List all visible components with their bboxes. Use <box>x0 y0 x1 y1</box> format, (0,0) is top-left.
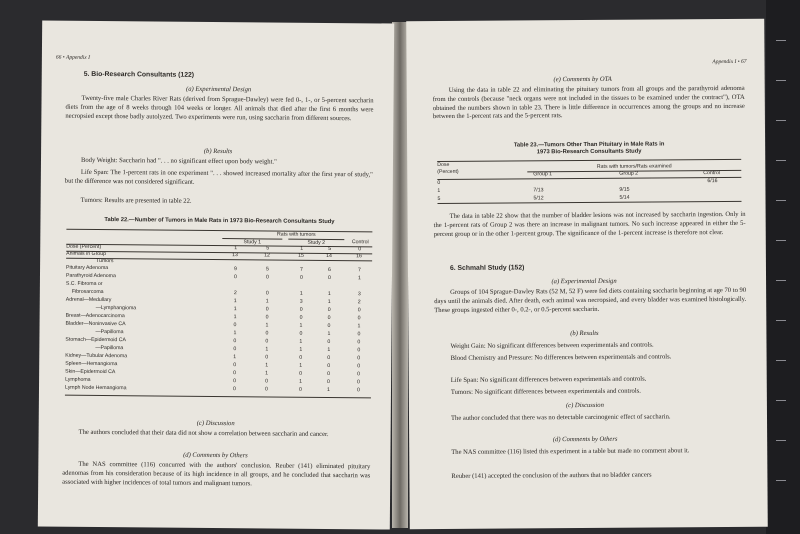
row-label: Spleen—Hemangioma <box>65 360 118 368</box>
cell: 1 <box>357 323 361 330</box>
schmahl-discussion-heading: (c) Discussion <box>565 401 604 410</box>
cell: 1 <box>234 245 238 252</box>
row-label: —Papilloma <box>95 328 124 336</box>
schmahl-results-heading: (b) Results <box>570 329 599 338</box>
table-22 <box>65 229 372 400</box>
cell: 1 <box>299 338 303 345</box>
cell: 0 <box>299 370 303 377</box>
cell: 0 <box>357 355 361 362</box>
results-tumors: Tumors: Results are presented in table 22. <box>80 196 192 205</box>
cell: 1 <box>233 330 237 337</box>
cell: 1 <box>357 275 361 282</box>
schmahl-design-text: Groups of 104 Sprague-Dawley Rats (52 M, 52 F) were fed diets containing saccharin beginning at age 70 to 90 days until the animals died. After death, each animal was necropsied, and every bladder was examined histologically. These groups ingested either 0-, 0.2-, or 0.5-percent saccharin. <box>434 286 747 314</box>
table-22-control: Control <box>351 239 369 246</box>
experimental-design-text: Twenty-five male Charles River Rats (derived from Sprague-Dawley) were fed 0-, 1-, or 5-percent saccharin diets from the age of 8 weeks through 104 weeks or longer. All animals that died after the first 6 months were necropsied except those badly autolyzed. Two experiments were run, using saccharin from different sources. <box>65 94 374 122</box>
cell: 7 <box>358 267 361 274</box>
row-label: Lymphoma <box>65 376 91 383</box>
cell: 0 <box>265 378 268 385</box>
row-label: S.C. Fibroma or <box>65 280 103 288</box>
cell: 0 <box>357 371 361 378</box>
cell: 1 <box>327 330 331 338</box>
group1-header: Group 1 <box>533 171 553 178</box>
results-weight: Weight Gain: No significant differences between experimentals and controls. <box>450 341 654 350</box>
section-title-schmahl: 6. Schmahl Study (152) <box>449 264 525 272</box>
results-life: Life Span: No significant differences between experimentals and controls. <box>450 375 647 384</box>
cell: 1 <box>327 290 331 298</box>
cell: 0 <box>299 330 303 337</box>
cell: 0 <box>298 386 302 393</box>
cell: 1 <box>265 322 269 329</box>
cell: 0 <box>265 314 269 321</box>
schmahl-discussion-text: The author concluded that there was no detectable carcinogenic effect of saccharin. <box>450 413 671 422</box>
cell: 15 <box>298 252 304 259</box>
cell: 16 <box>356 253 362 260</box>
cell: 3 <box>357 291 361 298</box>
cell: 0 <box>357 307 361 314</box>
section-title-bio-research: 5. Bio-Research Consultants (122) <box>83 70 195 79</box>
cell: 0 <box>358 246 362 253</box>
experimental-design-heading: (a) Experimental Design <box>185 85 252 94</box>
dose-unit: (Percent) <box>437 168 459 176</box>
cell: 1 <box>233 314 237 321</box>
cell: 0 <box>233 338 237 345</box>
comments-heading: (d) Comments by Others <box>183 451 248 460</box>
schmahl-comments-text2: Reuber (141) accepted the conclusion of the authors that no bladder cancers <box>451 471 652 480</box>
row-label: Adrenal—Medullary <box>65 296 112 304</box>
cell: 1 <box>327 346 331 353</box>
cell: 0 <box>233 346 237 353</box>
cell: 0 <box>299 314 303 321</box>
after-table-text: The data in table 22 show that the number of bladder lesions was not increased by saccharin ingestion. Only in the 1-percent rats of Group 2 was there an increase in malignant tumors. No such increase appeared in either the 5-percent group or in the other 1-percent group. The significance of the 1-percent increase is therefore not clear. <box>433 210 746 238</box>
cell: 0 <box>356 387 360 394</box>
cell: 0 <box>265 338 269 345</box>
scale-ruler <box>766 0 800 534</box>
ota-text: Using the data in table 22 and eliminating the pituitary tumors from all groups and the parathyroid adenoma from the controls (because "neck organs were not included in the tissues to be examined under the contract"), OTA obtained the numbers shown in table 23. There is little difference in occurrences among the groups and no increase between the 1-percent rats and the 5-percent rats. <box>432 84 745 121</box>
cell: 5 <box>266 266 269 273</box>
cell: 1 <box>327 298 331 306</box>
table-23 <box>437 159 741 205</box>
cell: 1 <box>299 378 302 385</box>
cell: 0 <box>357 347 361 354</box>
dose-cell: 0 <box>437 180 441 187</box>
cell: 5/12 <box>533 195 544 202</box>
cell: 1 <box>299 346 303 353</box>
cell: 1 <box>233 298 237 305</box>
animals-label: Animals in Group <box>66 250 107 258</box>
cell: 1 <box>299 322 303 329</box>
cell: 0 <box>327 378 330 385</box>
cell: 0 <box>265 306 269 313</box>
results-tumors: Tumors: No significant differences between experimentals and controls. <box>450 387 641 396</box>
book-gutter <box>392 22 408 528</box>
cell: 2 <box>233 290 237 297</box>
cell: 14 <box>326 252 332 260</box>
comments-text: The NAS committee (116) concurred with the authors' conclusion. Reuber (141) eliminated pituitary adenomas from his consideration because of its high incidence in all groups, and he concluded that saccharin was associated with higher incidences of total tumors and malignant tumors. <box>62 460 371 487</box>
left-page <box>38 20 394 529</box>
cell: 1 <box>300 245 304 252</box>
table-23-title-line1: Table 23.—Tumors Other Than Pituitary in Male Rats in <box>513 141 665 149</box>
dose-cell: 5 <box>437 196 441 203</box>
results-blood: Blood Chemistry and Pressure: No differences between experimentals and controls. <box>450 353 672 362</box>
table-22-study1: Study 1 <box>222 238 282 247</box>
dose-label: Dose (Percent) <box>66 243 102 250</box>
right-page-header: Appendix I • 67 <box>712 58 747 66</box>
table-22-study2: Study 2 <box>288 239 344 248</box>
cell: 0 <box>232 386 236 393</box>
cell: 0 <box>233 322 237 329</box>
discussion-heading: (c) Discussion <box>196 419 235 428</box>
cell: 0 <box>265 330 269 337</box>
row-label: Kidney—Tubular Adenoma <box>65 352 128 360</box>
cell: 1 <box>326 386 330 393</box>
row-label: Skin—Epidermoid CA <box>65 368 116 376</box>
cell: 1 <box>299 290 303 297</box>
row-label: —Lymphangioma <box>95 304 137 312</box>
schmahl-comments-heading: (d) Comments by Others <box>552 435 618 444</box>
cell: 0 <box>327 274 331 282</box>
cell: 0 <box>327 338 331 345</box>
cell: 0 <box>299 354 303 361</box>
group2-header: Group 2 <box>619 170 639 177</box>
cell: 1 <box>265 298 269 305</box>
table-23-header-top: Rats with tumors/Rats examined <box>596 163 672 170</box>
cell: 0 <box>357 331 361 338</box>
cell: 1 <box>299 362 303 369</box>
cell: 0 <box>327 354 331 361</box>
cell: 3 <box>299 298 303 305</box>
cell: 0 <box>299 274 303 281</box>
cell: 1 <box>265 362 269 369</box>
row-label: Stomach—Epidermoid CA <box>65 336 127 344</box>
cell: 0 <box>357 363 361 370</box>
left-page-header: 66 • Appendix I <box>55 54 90 61</box>
cell: 0 <box>265 290 269 297</box>
cell: 0 <box>265 274 269 281</box>
row-label: —Papilloma <box>95 344 124 352</box>
cell: 1 <box>265 346 269 353</box>
results-body-weight: Body Weight: Saccharin had ". . . no significant effect upon body weight." <box>80 156 277 166</box>
cell: 5 <box>266 245 270 252</box>
cell: 0 <box>265 354 269 361</box>
table-row <box>65 385 371 395</box>
row-label: Bladder—Noninvasive CA <box>65 320 126 328</box>
table-22-title: Table 22.—Number of Tumors in Male Rats in 1973 Bio-Research Consultants Study <box>104 217 335 226</box>
table-22-header-top: Rats with tumors <box>277 231 316 238</box>
cell: 2 <box>357 299 361 306</box>
cell: 0 <box>357 315 361 322</box>
row-label: Parathyroid Adenoma <box>65 272 116 280</box>
dose-label: Dose <box>437 161 450 169</box>
schmahl-design-heading: (a) Experimental Design <box>551 277 617 286</box>
cell: 7 <box>300 266 303 273</box>
cell: 0 <box>264 386 268 393</box>
cell: 1 <box>233 306 237 313</box>
cell: 6/16 <box>707 178 718 185</box>
row-label: Lymph Node Hemangioma <box>64 384 127 392</box>
dose-cell: 1 <box>437 188 441 195</box>
table-23-title-line2: 1973 Bio-Research Consultants Study <box>536 148 642 156</box>
cell: 0 <box>327 314 331 322</box>
cell: 0 <box>327 322 331 330</box>
cell: 13 <box>232 252 238 259</box>
results-heading: (b) Results <box>203 147 233 156</box>
row-label: Pituitary Adenoma <box>66 264 109 272</box>
cell: 0 <box>233 362 237 369</box>
tumors-label: Tumors <box>96 257 114 265</box>
cell: 0 <box>299 306 303 313</box>
cell: 5/14 <box>619 194 630 201</box>
cell: 5 <box>328 245 332 253</box>
discussion-text: The authors concluded that their data did not show a correlation between saccharin and cancer. <box>78 428 329 438</box>
cell: 0 <box>357 339 361 346</box>
cell: 1 <box>265 370 269 377</box>
cell: 9/15 <box>619 186 630 193</box>
control-header: Control <box>703 170 721 177</box>
ota-heading: (e) Comments by OTA <box>553 75 612 84</box>
results-life-span: Life Span: The 1-percent rats in one experiment ". . . showed increased mortality after the first year of study," but the difference was not considered significant. <box>64 168 373 186</box>
row-label: Fibrosarcoma <box>71 288 104 296</box>
cell: 0 <box>233 370 237 377</box>
cell: 9 <box>234 266 237 273</box>
cell: 0 <box>233 274 237 281</box>
schmahl-comments-text1: The NAS committee (116) listed this experiment in a table but made no comment about it. <box>451 447 690 456</box>
cell: 0 <box>233 378 236 385</box>
cell: 7/13 <box>533 187 544 194</box>
cell: 0 <box>327 370 331 377</box>
right-page <box>406 19 768 529</box>
cell: 0 <box>357 379 360 386</box>
cell: 6 <box>328 266 331 274</box>
cell: 0 <box>327 306 331 314</box>
cell: 1 <box>233 354 237 361</box>
cell: 0 <box>327 362 331 369</box>
row-label: Breast—Adenocarcinoma <box>65 312 125 320</box>
cell: 12 <box>264 252 270 259</box>
